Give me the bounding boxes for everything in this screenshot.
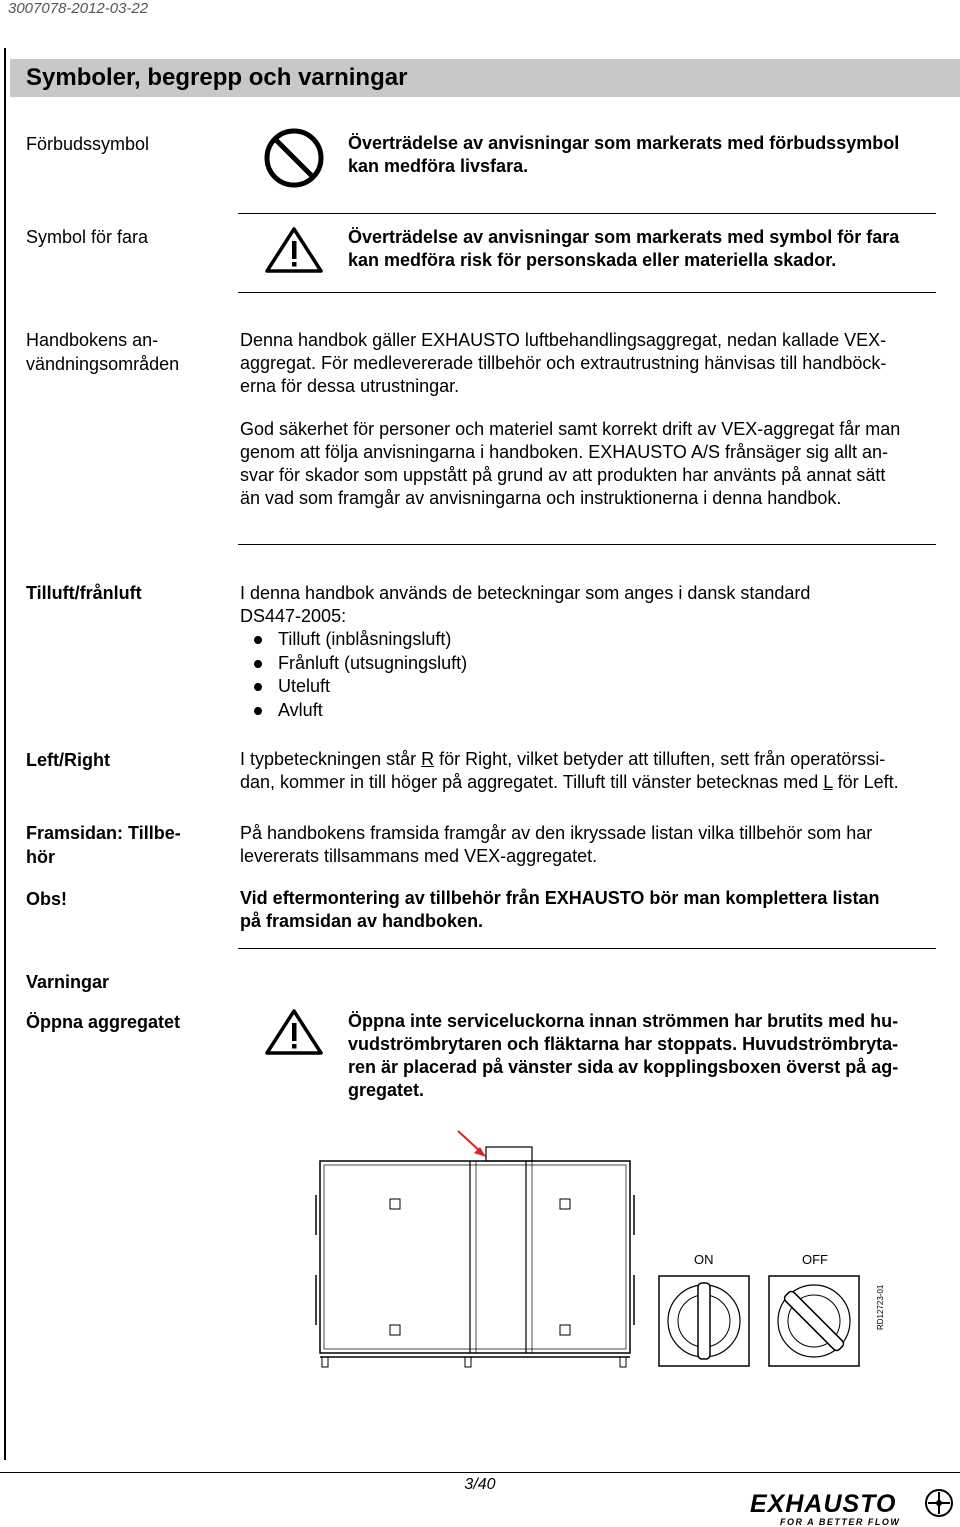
unit-drawing xyxy=(310,1125,650,1375)
leftright-text: för Left. xyxy=(832,772,899,792)
leftright-label: Left/Right xyxy=(26,750,110,770)
open-unit-label: Öppna aggregatet xyxy=(26,1012,181,1032)
leftright-text: I typbeteckningen står xyxy=(240,749,422,769)
scope-para2-2: genom att följa anvisningarna i handboken. EXHAUSTO A/S frånsäger sig allt an- xyxy=(240,442,889,462)
obs-text-1: Vid eftermontering av tillbehör från EXHAUSTO bör man komplettera listan xyxy=(240,888,880,908)
switch-on-label: ON xyxy=(694,1252,714,1267)
air-label: Tilluft/frånluft xyxy=(26,583,142,603)
prohibition-text-1: Överträdelse av anvisningar som markerats med förbudssymbol xyxy=(348,133,900,153)
leftright-text: dan, kommer in till höger på aggregatet. Tilluft till vänster betecknas med xyxy=(240,772,824,792)
switch-on-icon xyxy=(658,1275,750,1367)
warning-triangle-icon xyxy=(264,226,324,274)
footer-line xyxy=(0,1472,960,1473)
letter-r: R xyxy=(421,749,435,769)
scope-para2-3: svar för skador som uppstått på grund av att produkten har använts på annat sätt xyxy=(240,465,886,485)
divider xyxy=(238,948,936,949)
front-text-2: levererats tillsammans med VEX-aggregatet. xyxy=(240,846,598,866)
danger-label: Symbol för fara xyxy=(26,227,149,247)
leftright-line2 xyxy=(240,771,899,794)
warning-text-1: Öppna inte serviceluckorna innan strömmen har brutits med hu- xyxy=(348,1011,899,1031)
page-title: Symboler, begrepp och varningar xyxy=(26,64,408,91)
logo-tagline: FOR A BETTER FLOW xyxy=(780,1517,901,1527)
obs-text-2: på framsidan av handboken. xyxy=(240,911,484,931)
figure-code: RD12723-01 xyxy=(876,1284,885,1330)
scope-para1-1: Denna handbok gäller EXHAUSTO luftbehandlingsaggregat, nedan kallade VEX- xyxy=(240,330,887,350)
scope-label-1: Handbokens an- xyxy=(26,330,159,350)
warning-text-3: ren är placerad på vänster sida av kopplingsboxen överst på ag- xyxy=(348,1057,899,1077)
divider xyxy=(238,544,936,545)
prohibition-text-2: kan medföra livsfara. xyxy=(348,156,529,176)
warning-text-4: gregatet. xyxy=(348,1080,425,1100)
front-label-1: Framsidan: Tillbe- xyxy=(26,823,181,843)
divider xyxy=(238,213,936,214)
document-id: 3007078-2012-03-22 xyxy=(8,0,149,17)
front-text-1: På handbokens framsida framgår av den ikryssade listan vilka tillbehör som har xyxy=(240,823,873,843)
front-label-2: hör xyxy=(26,847,55,867)
logo-text: EXHAUSTO xyxy=(750,1490,897,1518)
prohibition-label: Förbudssymbol xyxy=(26,134,150,154)
scope-label-2: vändningsområden xyxy=(26,354,180,374)
letter-l: L xyxy=(823,772,833,792)
divider xyxy=(238,292,936,293)
prohibition-icon xyxy=(262,126,326,190)
switch-off-label: OFF xyxy=(802,1252,828,1267)
warnings-section-label: Varningar xyxy=(26,972,110,992)
danger-text-1: Överträdelse av anvisningar som markerats med symbol för fara xyxy=(348,227,900,247)
leftright-text: för Right, vilket betyder att tilluften, sett från operatörssi- xyxy=(434,749,886,769)
scope-para1-3: erna för dessa utrustningar. xyxy=(240,376,460,396)
air-list xyxy=(240,628,467,722)
air-intro-2: DS447-2005: xyxy=(240,606,347,626)
scope-para1-2: aggregat. För medlevererade tillbehör och extrautrustning hänvisas till handböck- xyxy=(240,353,887,373)
list-item: Avluft xyxy=(240,699,467,723)
scope-para2-1: God säkerhet för personer och materiel samt korrekt drift av VEX-aggregat får man xyxy=(240,419,901,439)
warning-text-2: vudströmbrytaren och fläktarna har stoppats. Huvudströmbryta- xyxy=(348,1034,899,1054)
air-intro-1: I denna handbok används de beteckningar som anges i dansk standard xyxy=(240,583,811,603)
danger-text-2: kan medföra risk för personskada eller materiella skador. xyxy=(348,250,837,270)
list-item: Frånluft (utsugningsluft) xyxy=(240,652,467,676)
exhausto-logo-icon xyxy=(924,1488,954,1518)
scope-para2-4: än vad som framgår av anvisningarna och instruktionerna i denna handbok. xyxy=(240,488,842,508)
leftright-line1 xyxy=(240,748,885,771)
margin-line xyxy=(4,48,6,1460)
obs-label: Obs! xyxy=(26,889,68,909)
switch-off-icon xyxy=(768,1275,860,1367)
warning-triangle-icon xyxy=(264,1008,324,1056)
list-item: Tilluft (inblåsningsluft) xyxy=(240,628,467,652)
list-item: Uteluft xyxy=(240,675,467,699)
page-number: 3/40 xyxy=(464,1476,496,1493)
